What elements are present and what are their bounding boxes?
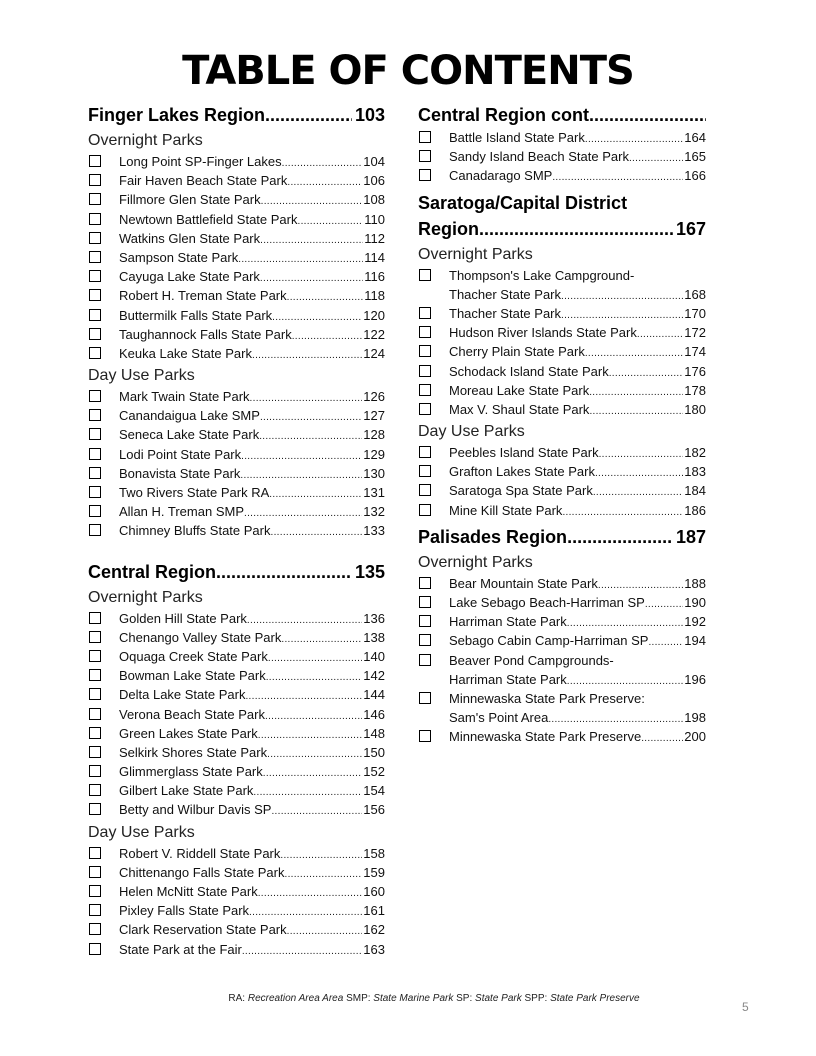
entry-name: Pixley Falls State Park [119, 903, 250, 919]
entry-page-number: 160 [363, 884, 385, 899]
checkbox-icon[interactable] [89, 612, 101, 624]
dot-leader [641, 729, 683, 748]
entry-page-number: 118 [364, 288, 385, 304]
checkbox-icon[interactable] [419, 345, 431, 357]
toc-entry [418, 362, 706, 381]
toc-entry [418, 323, 706, 342]
entry-page-number: 180 [684, 401, 706, 417]
checkbox-icon[interactable] [89, 765, 101, 777]
abbreviation-legend: RA: Recreation Area Area SMP: State Marine Park SP: State Park SPP: State Park Preserve [228, 993, 640, 1004]
entry-name: Minnewaska State Park Preserve [449, 729, 642, 745]
toc-entry [88, 901, 385, 920]
toc-entry [418, 443, 706, 462]
entry-name: Harriman State Park [449, 614, 567, 630]
entry-name: Sebago Cabin Camp-Harriman SP [449, 633, 649, 649]
toc-entry [418, 128, 706, 147]
entry-page-number: 162 [363, 922, 385, 938]
checkbox-icon[interactable] [419, 730, 431, 742]
checkbox-icon[interactable] [419, 504, 431, 516]
entry-name: Verona Beach State Park [119, 706, 265, 722]
entry-list [418, 574, 706, 747]
entry-list [418, 443, 706, 520]
checkbox-icon[interactable] [89, 708, 101, 720]
entry-name: Hudson River Islands State Park [449, 325, 637, 341]
entry-page-number: 168 [684, 286, 706, 302]
dot-leader [562, 503, 683, 522]
entry-page-number: 154 [363, 783, 385, 799]
entry-page-number: 186 [684, 502, 706, 518]
entry-name: Helen McNitt State Park [119, 884, 258, 899]
dot-leader [552, 168, 683, 187]
entry-name: Canadarago SMP [449, 168, 553, 184]
toc-entry [88, 387, 385, 406]
checkbox-icon[interactable] [419, 446, 431, 458]
entry-name: Chenango Valley State Park [119, 629, 282, 645]
entry-name: Mark Twain State Park [119, 389, 250, 405]
checkbox-icon[interactable] [419, 615, 431, 627]
toc-entry [88, 609, 385, 628]
checkbox-icon[interactable] [89, 885, 101, 897]
entry-page-number: 156 [363, 802, 385, 818]
checkbox-icon[interactable] [89, 155, 101, 167]
toc-entry [88, 425, 385, 444]
entry-name: Sam's Point Area [449, 710, 549, 726]
entry-name: Green Lakes State Park [119, 725, 258, 741]
checkbox-icon[interactable] [89, 232, 101, 244]
checkbox-icon[interactable] [89, 467, 101, 479]
entry-name: Betty and Wilbur Davis SP [119, 802, 272, 818]
entry-name: Bonavista State Park [119, 465, 241, 481]
entry-name: Newtown Battlefield State Park [119, 211, 298, 227]
toc-entry [418, 574, 706, 593]
entry-name: Moreau Lake State Park [449, 382, 590, 398]
entry-name: Battle Island State Park [449, 130, 585, 145]
checkbox-icon[interactable] [89, 289, 101, 301]
toc-entry [88, 248, 385, 267]
toc-entry [418, 689, 706, 727]
entry-page-number: 140 [363, 648, 385, 664]
entry-name: Sandy Island Beach State Park [449, 149, 629, 165]
checkbox-icon[interactable] [89, 746, 101, 758]
checkbox-icon[interactable] [89, 847, 101, 859]
toc-entry [88, 445, 385, 464]
entry-page-number: 126 [363, 389, 385, 405]
entry-name: Two Rivers State Park RA [119, 485, 270, 500]
page-number: 5 [742, 1000, 749, 1014]
entry-page-number: 178 [684, 382, 706, 398]
toc-entry [88, 647, 385, 666]
region-heading-central: Central Region ..... 135 [88, 559, 385, 585]
dot-leader [271, 802, 362, 821]
entry-list [88, 152, 385, 363]
entry-page-number: 127 [363, 408, 385, 424]
checkbox-icon[interactable] [89, 524, 101, 536]
checkbox-icon[interactable] [419, 269, 431, 281]
entry-page-number: 138 [363, 629, 385, 645]
entry-page-number: 108 [363, 192, 385, 208]
checkbox-icon[interactable] [89, 409, 101, 421]
entry-page-number: 122 [363, 326, 385, 342]
section-label-day-use: Day Use Parks [88, 367, 195, 385]
checkbox-icon[interactable] [89, 486, 101, 498]
region-heading-saratoga-line2: Region ..... 167 [418, 216, 706, 242]
checkbox-icon[interactable] [89, 390, 101, 402]
entry-page-number: 190 [684, 595, 706, 610]
entry-page-number: 136 [363, 610, 385, 626]
entry-page-number: 128 [363, 427, 385, 443]
entry-name: Taughannock Falls State Park [119, 326, 292, 342]
dot-leader [242, 942, 362, 961]
toc-entry [418, 651, 706, 689]
toc-entry [418, 166, 706, 185]
checkbox-icon[interactable] [419, 307, 431, 319]
region-heading-central-cont: Central Region cont ..... [418, 102, 706, 128]
checkbox-icon[interactable] [89, 328, 101, 340]
entry-name: Bowman Lake State Park [119, 668, 266, 684]
entry-list [88, 844, 385, 959]
checkbox-icon[interactable] [89, 270, 101, 282]
toc-entry [88, 306, 385, 325]
toc-entry [88, 171, 385, 190]
entry-page-number: 129 [363, 446, 385, 462]
checkbox-icon[interactable] [89, 866, 101, 878]
entry-name: Lodi Point State Park [119, 446, 242, 462]
entry-name: State Park at the Fair [119, 941, 242, 957]
checkbox-icon[interactable] [89, 448, 101, 460]
entry-page-number: 163 [363, 941, 385, 957]
toc-entry [88, 325, 385, 344]
entry-name: Robert H. Treman State Park [119, 288, 287, 304]
section-label-overnight: Overnight Parks [418, 245, 533, 263]
entry-page-number: 120 [363, 307, 385, 323]
checkbox-icon[interactable] [89, 347, 101, 359]
checkbox-icon[interactable] [89, 904, 101, 916]
toc-entry [88, 863, 385, 882]
entry-page-number: 110 [364, 211, 385, 227]
toc-entry [418, 342, 706, 361]
entry-list [88, 387, 385, 541]
checkbox-icon[interactable] [419, 634, 431, 646]
section-label-overnight: Overnight Parks [418, 553, 533, 571]
entry-page-number: 172 [684, 325, 706, 341]
entry-name: Robert V. Riddell State Park [119, 845, 281, 861]
toc-entry [88, 464, 385, 483]
toc-entry [88, 705, 385, 724]
toc-entry [88, 724, 385, 743]
entry-page-number: 174 [684, 344, 706, 360]
checkbox-icon[interactable] [419, 654, 431, 666]
entry-name: Saratoga Spa State Park [449, 483, 593, 499]
entry-name-line1: Beaver Pond Campgrounds- [449, 652, 614, 668]
checkbox-icon[interactable] [419, 577, 431, 589]
checkbox-icon[interactable] [419, 169, 431, 181]
entry-page-number: 124 [363, 345, 385, 361]
toc-entry [88, 502, 385, 521]
entry-page-number: 196 [684, 671, 706, 687]
checkbox-icon[interactable] [419, 692, 431, 704]
toc-entry [418, 147, 706, 166]
entry-name: Sampson State Park [119, 249, 239, 265]
toc-entry [418, 400, 706, 419]
entry-page-number: 194 [684, 633, 706, 649]
checkbox-icon[interactable] [419, 150, 431, 162]
entry-page-number: 106 [363, 173, 385, 189]
entry-page-number: 166 [684, 168, 706, 184]
toc-entry [418, 381, 706, 400]
toc-entry [418, 266, 706, 304]
toc-entry [418, 727, 706, 746]
entry-name: Long Point SP-Finger Lakes [119, 154, 282, 169]
toc-entry [88, 666, 385, 685]
toc-entry [418, 593, 706, 612]
checkbox-icon[interactable] [419, 403, 431, 415]
entry-page-number: 132 [363, 504, 385, 520]
entry-page-number: 148 [363, 725, 385, 741]
entry-page-number: 116 [364, 269, 385, 285]
checkbox-icon[interactable] [419, 484, 431, 496]
left-column [88, 102, 385, 959]
entry-name: Chimney Bluffs State Park [119, 523, 271, 539]
page-title: TABLE OF CONTENTS [182, 48, 634, 94]
entry-list [418, 128, 706, 186]
toc-entry [88, 920, 385, 939]
toc-entry [88, 685, 385, 704]
entry-name: Thacher State Park [449, 305, 561, 321]
entry-page-number: 114 [364, 249, 385, 265]
entry-name: Glimmerglass State Park [119, 764, 263, 780]
entry-page-number: 150 [363, 744, 385, 760]
entry-name-line1: Minnewaska State Park Preserve: [449, 690, 645, 706]
region-heading-palisades: Palisades Region ..... 187 [418, 524, 706, 550]
entry-page-number: 133 [363, 523, 385, 539]
dot-leader [271, 523, 363, 542]
entry-page-number: 192 [684, 614, 706, 630]
region-heading-finger-lakes: Finger Lakes Region ..... 103 [88, 102, 385, 128]
checkbox-icon[interactable] [89, 213, 101, 225]
entry-name: Delta Lake State Park [119, 687, 246, 703]
checkbox-icon[interactable] [89, 943, 101, 955]
entry-page-number: 176 [684, 363, 706, 379]
toc-entry [88, 210, 385, 229]
entry-list [418, 266, 706, 420]
toc-entry [418, 631, 706, 650]
checkbox-icon[interactable] [89, 688, 101, 700]
entry-name-line1: Thompson's Lake Campground- [449, 267, 635, 283]
checkbox-icon[interactable] [89, 309, 101, 321]
entry-page-number: 146 [363, 706, 385, 722]
entry-page-number: 198 [684, 710, 706, 726]
entry-page-number: 170 [684, 305, 706, 321]
toc-entry [88, 844, 385, 863]
entry-name: Harriman State Park [449, 671, 567, 687]
entry-name: Fair Haven Beach State Park [119, 173, 288, 189]
toc-entry [418, 612, 706, 631]
entry-name: Allan H. Treman SMP [119, 504, 244, 520]
toc-entry [88, 267, 385, 286]
checkbox-icon[interactable] [89, 923, 101, 935]
entry-name: Peebles Island State Park [449, 445, 599, 461]
entry-page-number: 112 [364, 230, 385, 246]
dot-leader [589, 402, 683, 421]
entry-name: Chittenango Falls State Park [119, 864, 285, 880]
dot-leader [252, 346, 362, 365]
checkbox-icon[interactable] [419, 465, 431, 477]
entry-name: Lake Sebago Beach-Harriman SP [449, 595, 645, 610]
checkbox-icon[interactable] [89, 193, 101, 205]
toc-entry [88, 940, 385, 959]
toc-entry [88, 882, 385, 901]
checkbox-icon[interactable] [419, 326, 431, 338]
entry-name: Mine Kill State Park [449, 502, 563, 518]
toc-entry [88, 483, 385, 502]
checkbox-icon[interactable] [89, 428, 101, 440]
entry-list [88, 609, 385, 820]
toc-entry [88, 190, 385, 209]
checkbox-icon[interactable] [89, 727, 101, 739]
entry-name: Thacher State Park [449, 286, 561, 302]
entry-page-number: 188 [684, 575, 706, 591]
entry-page-number: 159 [363, 864, 385, 880]
entry-page-number: 131 [363, 485, 385, 500]
toc-entry [88, 229, 385, 248]
entry-name: Watkins Glen State Park [119, 230, 261, 246]
checkbox-icon[interactable] [89, 251, 101, 263]
checkbox-icon[interactable] [89, 669, 101, 681]
entry-name: Bear Mountain State Park [449, 575, 598, 591]
toc-entry [88, 762, 385, 781]
checkbox-icon[interactable] [89, 174, 101, 186]
entry-name: Canandaigua Lake SMP [119, 408, 260, 424]
checkbox-icon[interactable] [419, 131, 431, 143]
entry-name: Schodack Island State Park [449, 363, 609, 379]
right-column [418, 102, 706, 747]
entry-page-number: 200 [684, 729, 706, 745]
checkbox-icon[interactable] [89, 650, 101, 662]
entry-name: Keuka Lake State Park [119, 345, 252, 361]
entry-page-number: 161 [363, 903, 385, 919]
toc-entry [88, 344, 385, 363]
entry-name: Gilbert Lake State Park [119, 783, 254, 799]
entry-name: Clark Reservation State Park [119, 922, 287, 938]
entry-page-number: 183 [684, 464, 706, 480]
toc-entry [88, 406, 385, 425]
entry-page-number: 182 [684, 445, 706, 461]
entry-name: Cherry Plain State Park [449, 344, 585, 360]
entry-name: Seneca Lake State Park [119, 427, 260, 443]
toc-entry [418, 462, 706, 481]
entry-name: Golden Hill State Park [119, 610, 247, 626]
section-label-overnight: Overnight Parks [88, 588, 203, 606]
entry-page-number: 104 [363, 154, 385, 169]
section-label-day-use: Day Use Parks [418, 423, 525, 441]
toc-entry [88, 781, 385, 800]
entry-name: Oquaga Creek State Park [119, 648, 268, 664]
entry-page-number: 144 [363, 687, 385, 703]
toc-entry [418, 501, 706, 520]
checkbox-icon[interactable] [89, 784, 101, 796]
entry-page-number: 152 [363, 764, 385, 780]
entry-page-number: 158 [363, 845, 385, 861]
checkbox-icon[interactable] [89, 505, 101, 517]
entry-page-number: 184 [684, 483, 706, 499]
entry-name: Fillmore Glen State Park [119, 192, 261, 208]
toc-entry [88, 628, 385, 647]
checkbox-icon[interactable] [89, 631, 101, 643]
entry-page-number: 130 [363, 465, 385, 481]
entry-page-number: 164 [684, 130, 706, 145]
toc-entry [88, 800, 385, 819]
checkbox-icon[interactable] [419, 365, 431, 377]
entry-name: Selkirk Shores State Park [119, 744, 268, 760]
toc-entry [418, 304, 706, 323]
section-label-overnight: Overnight Parks [88, 132, 203, 149]
entry-name: Max V. Shaul State Park [449, 401, 590, 417]
toc-entry [88, 286, 385, 305]
entry-page-number: 142 [363, 668, 385, 684]
checkbox-icon[interactable] [419, 596, 431, 608]
entry-name: Buttermilk Falls State Park [119, 307, 273, 323]
toc-entry [418, 481, 706, 500]
entry-name: Grafton Lakes State Park [449, 464, 595, 480]
toc-entry [88, 152, 385, 171]
entry-name: Cayuga Lake State Park [119, 269, 260, 285]
entry-page-number: 165 [684, 149, 706, 165]
section-label-day-use: Day Use Parks [88, 823, 195, 841]
toc-entry [88, 521, 385, 540]
checkbox-icon[interactable] [419, 384, 431, 396]
toc-entry [88, 743, 385, 762]
region-heading-saratoga: Saratoga/Capital District [418, 192, 628, 213]
checkbox-icon[interactable] [89, 803, 101, 815]
